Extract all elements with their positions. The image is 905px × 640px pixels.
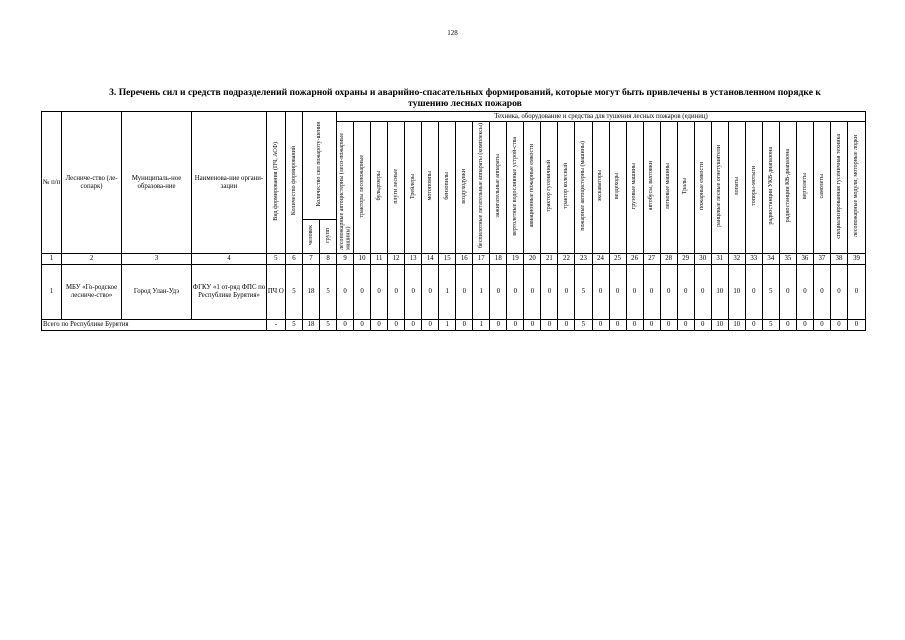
col-header-forestry: Лесниче-ство (ле-сопарк) xyxy=(62,112,122,254)
cell-value-col-15: 1 xyxy=(439,265,456,320)
title-line-1: 3. Перечень сил и средств подразделений пожарной охраны и аварийно-спасательных формирований, которые могут быть привлечены в установленном порядке к xyxy=(109,87,821,98)
cell-value-col-21: 0 xyxy=(541,265,558,320)
column-number: 6 xyxy=(285,254,302,265)
cell-value-col-19: 0 xyxy=(507,265,524,320)
cell-value-col-18: 0 xyxy=(490,265,507,320)
col-header-equipment-32: лопаты xyxy=(728,122,745,254)
total-value-col-39: 0 xyxy=(847,320,865,331)
col-header-equipment-35: радиостанции КВ-диапазона xyxy=(779,122,796,254)
cell-organization: ФГКУ «1 от-ряд ФПС по Республике Бурятия» xyxy=(192,265,267,320)
cell-value-col-12: 0 xyxy=(388,265,405,320)
cell-value-col-26: 0 xyxy=(626,265,643,320)
total-value-col-18: 0 xyxy=(490,320,507,331)
total-value-col-14: 0 xyxy=(422,320,439,331)
cell-num: 1 xyxy=(42,265,62,320)
total-row xyxy=(42,320,866,331)
total-value-col-6: 5 xyxy=(285,320,302,331)
col-header-equipment-28: легковые машины xyxy=(660,122,677,254)
col-header-equipment-31: ранцевые лесные огнетушители xyxy=(711,122,728,254)
cell-formation-type: ПЧ О xyxy=(266,265,285,320)
col-header-equipment-21: трактор гусеничный xyxy=(541,122,558,254)
total-formation-type: - xyxy=(266,320,285,331)
col-header-equipment-20: авиационные пожарные емкости xyxy=(524,122,541,254)
total-value-col-8: 5 xyxy=(320,320,337,331)
col-header-equipment-25: вездеходы xyxy=(609,122,626,254)
header-row-1 xyxy=(42,112,866,122)
column-number: 11 xyxy=(371,254,388,265)
col-header-equipment-16: воздуходувки xyxy=(456,122,473,254)
total-value-col-21: 0 xyxy=(541,320,558,331)
total-label: Всего по Республике Бурятия xyxy=(42,320,267,331)
total-value-col-26: 0 xyxy=(626,320,643,331)
column-number: 16 xyxy=(456,254,473,265)
column-number: 38 xyxy=(830,254,847,265)
column-number: 18 xyxy=(490,254,507,265)
cell-forestry: МБУ «Го-родское лесниче-ство» xyxy=(62,265,122,320)
col-header-equipment-23: пожарные автоцистерны (машины) xyxy=(575,122,592,254)
column-number: 13 xyxy=(405,254,422,265)
total-value-col-31: 10 xyxy=(711,320,728,331)
total-value-col-34: 5 xyxy=(762,320,779,331)
column-number: 25 xyxy=(609,254,626,265)
total-value-col-9: 0 xyxy=(337,320,354,331)
cell-value-col-7: 18 xyxy=(302,265,319,320)
total-value-col-25: 0 xyxy=(609,320,626,331)
col-header-equipment-13: Трейлеры xyxy=(405,122,422,254)
column-number: 1 xyxy=(42,254,62,265)
cell-value-col-25: 0 xyxy=(609,265,626,320)
column-number: 20 xyxy=(524,254,541,265)
col-header-equipment-36: вертолеты xyxy=(796,122,813,254)
total-value-col-16: 0 xyxy=(456,320,473,331)
cell-value-col-37: 0 xyxy=(813,265,830,320)
col-header-equipment-24: экскаваторы xyxy=(592,122,609,254)
cell-value-col-33: 0 xyxy=(745,265,762,320)
col-header-equipment-33: топоры-мотыги xyxy=(745,122,762,254)
cell-value-col-22: 0 xyxy=(558,265,575,320)
column-number: 23 xyxy=(575,254,592,265)
column-number: 12 xyxy=(388,254,405,265)
cell-value-col-30: 0 xyxy=(694,265,711,320)
cell-value-col-34: 5 xyxy=(762,265,779,320)
total-value-col-24: 0 xyxy=(592,320,609,331)
cell-value-col-31: 10 xyxy=(711,265,728,320)
col-header-equipment-15: бензопилы xyxy=(439,122,456,254)
col-header-equipment-37: самолеты xyxy=(813,122,830,254)
column-number: 9 xyxy=(337,254,354,265)
total-value-col-17: 1 xyxy=(473,320,490,331)
col-header-municipality: Муниципаль-ное образова-ние xyxy=(121,112,191,254)
col-header-equipment-22: трактор колесный xyxy=(558,122,575,254)
cell-value-col-39: 0 xyxy=(847,265,865,320)
col-header-equipment-14: мотопомпы xyxy=(422,122,439,254)
column-number: 28 xyxy=(660,254,677,265)
cell-value-col-27: 0 xyxy=(643,265,660,320)
column-number: 7 xyxy=(302,254,319,265)
total-value-col-35: 0 xyxy=(779,320,796,331)
cell-value-col-13: 0 xyxy=(405,265,422,320)
cell-value-col-24: 0 xyxy=(592,265,609,320)
total-value-col-32: 10 xyxy=(728,320,745,331)
total-value-col-11: 0 xyxy=(371,320,388,331)
cell-value-col-29: 0 xyxy=(677,265,694,320)
total-value-col-28: 0 xyxy=(660,320,677,331)
cell-value-col-20: 0 xyxy=(524,265,541,320)
document-title xyxy=(60,87,870,109)
col-header-equipment-19: вертолетные водосливные устрой-ства xyxy=(507,122,524,254)
column-number: 10 xyxy=(354,254,371,265)
page-number: 128 xyxy=(447,29,458,37)
column-number: 35 xyxy=(779,254,796,265)
column-number: 17 xyxy=(473,254,490,265)
cell-value-col-28: 0 xyxy=(660,265,677,320)
col-header-equipment-27: автобусы, вахтовки xyxy=(643,122,660,254)
column-number: 37 xyxy=(813,254,830,265)
col-header-personnel-group: Количество сил пожароту-шения xyxy=(302,112,336,220)
total-value-col-27: 0 xyxy=(643,320,660,331)
col-header-formation-count: Количество формирований xyxy=(285,112,302,254)
table-row xyxy=(42,265,866,320)
col-header-people: человек xyxy=(302,220,319,254)
total-value-col-33: 0 xyxy=(745,320,762,331)
total-value-col-23: 5 xyxy=(575,320,592,331)
cell-municipality: Город Улан-Удэ xyxy=(121,265,191,320)
total-value-col-20: 0 xyxy=(524,320,541,331)
column-number: 19 xyxy=(507,254,524,265)
column-number: 5 xyxy=(266,254,285,265)
total-value-col-7: 18 xyxy=(302,320,319,331)
col-header-organization: Наименова-ние органи-зации xyxy=(192,112,267,254)
cell-value-col-14: 0 xyxy=(422,265,439,320)
total-value-col-29: 0 xyxy=(677,320,694,331)
col-header-equipment-29: Тралы xyxy=(677,122,694,254)
col-header-equipment-39: лесопожарные модули, моторные лодки xyxy=(847,122,865,254)
column-number: 22 xyxy=(558,254,575,265)
column-number: 24 xyxy=(592,254,609,265)
total-value-col-13: 0 xyxy=(405,320,422,331)
column-number: 34 xyxy=(762,254,779,265)
cell-value-col-17: 1 xyxy=(473,265,490,320)
col-header-equipment-18: зажигательные аппараты xyxy=(490,122,507,254)
column-number: 21 xyxy=(541,254,558,265)
column-number: 8 xyxy=(320,254,337,265)
col-header-equipment-30: пожарные емкости xyxy=(694,122,711,254)
total-value-col-36: 0 xyxy=(796,320,813,331)
column-number: 30 xyxy=(694,254,711,265)
column-number: 32 xyxy=(728,254,745,265)
column-number: 2 xyxy=(62,254,122,265)
title-line-2: тушению лесных пожаров xyxy=(408,98,522,109)
total-value-col-12: 0 xyxy=(388,320,405,331)
col-header-equipment-38: специализированная гусеничная техника xyxy=(830,122,847,254)
cell-value-col-11: 0 xyxy=(371,265,388,320)
col-header-equipment-10: тракторы лесопожарные xyxy=(354,122,371,254)
total-value-col-10: 0 xyxy=(354,320,371,331)
total-value-col-37: 0 xyxy=(813,320,830,331)
forces-table xyxy=(41,111,866,331)
total-value-col-38: 0 xyxy=(830,320,847,331)
cell-value-col-36: 0 xyxy=(796,265,813,320)
cell-value-col-6: 5 xyxy=(285,265,302,320)
col-header-groups: групп xyxy=(320,220,337,254)
cell-value-col-8: 5 xyxy=(320,265,337,320)
cell-value-col-23: 5 xyxy=(575,265,592,320)
cell-value-col-16: 0 xyxy=(456,265,473,320)
total-value-col-15: 1 xyxy=(439,320,456,331)
column-number: 39 xyxy=(847,254,865,265)
column-number: 31 xyxy=(711,254,728,265)
column-number-row xyxy=(42,254,866,265)
col-header-num: № п/п xyxy=(42,112,62,254)
col-header-equipment-34: радиостанции УКВ-диапазона xyxy=(762,122,779,254)
cell-value-col-38: 0 xyxy=(830,265,847,320)
cell-value-col-32: 10 xyxy=(728,265,745,320)
cell-value-col-9: 0 xyxy=(337,265,354,320)
column-number: 4 xyxy=(192,254,267,265)
col-header-equipment-9: лесопожарные автоцистерны (лесо-пожарные машины) xyxy=(337,122,354,254)
col-header-equipment-12: плуги лесные xyxy=(388,122,405,254)
column-number: 27 xyxy=(643,254,660,265)
col-header-equipment-group: Техника, оборудование и средства для тушения лесных пожаров (единиц) xyxy=(337,112,866,122)
total-value-col-30: 0 xyxy=(694,320,711,331)
column-number: 14 xyxy=(422,254,439,265)
cell-value-col-35: 0 xyxy=(779,265,796,320)
total-value-col-22: 0 xyxy=(558,320,575,331)
col-header-equipment-26: грузовые машины xyxy=(626,122,643,254)
col-header-equipment-17: беспилотные летательные аппараты (комплексы) xyxy=(473,122,490,254)
column-number: 36 xyxy=(796,254,813,265)
total-value-col-19: 0 xyxy=(507,320,524,331)
column-number: 26 xyxy=(626,254,643,265)
cell-value-col-10: 0 xyxy=(354,265,371,320)
col-header-formation-type: Вид формирования (ПЧ, АСФ) xyxy=(266,112,285,254)
column-number: 15 xyxy=(439,254,456,265)
column-number: 29 xyxy=(677,254,694,265)
column-number: 33 xyxy=(745,254,762,265)
column-number: 3 xyxy=(121,254,191,265)
col-header-equipment-11: бульдозеры xyxy=(371,122,388,254)
